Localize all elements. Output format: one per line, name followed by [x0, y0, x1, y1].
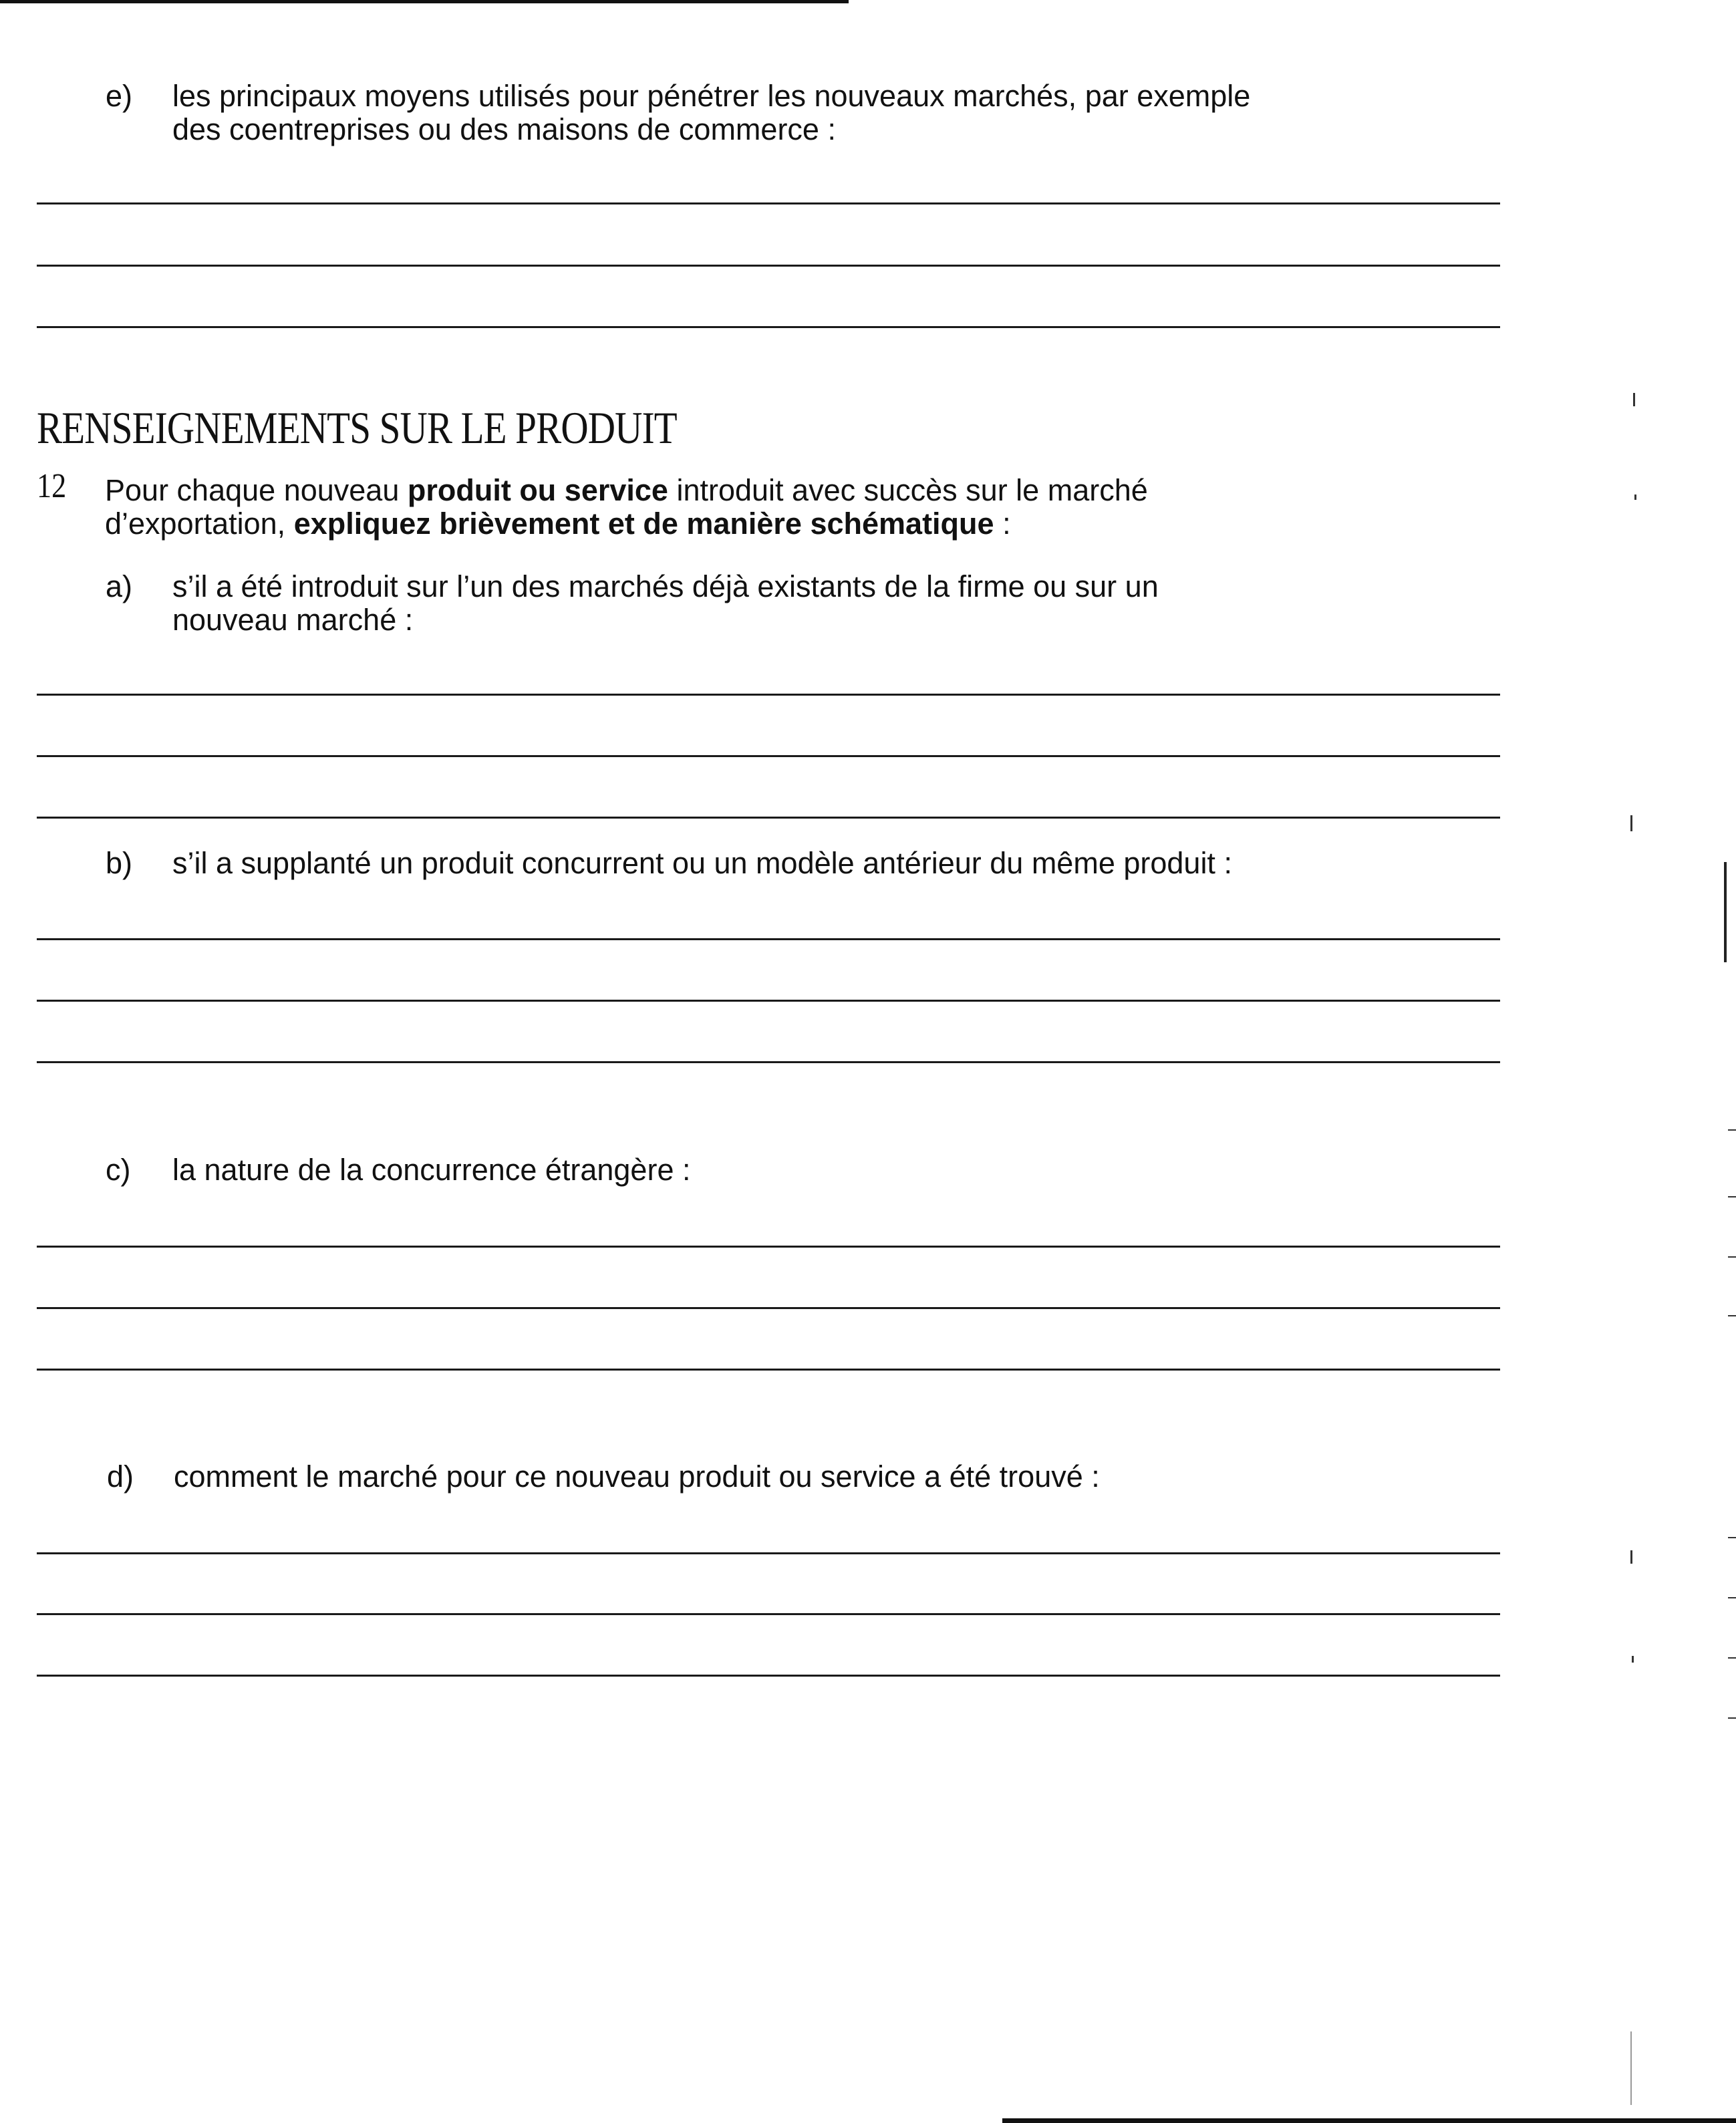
scan-mark [1634, 494, 1636, 500]
scan-mark [1728, 1717, 1736, 1719]
scan-mark [1728, 1537, 1736, 1538]
answer-line-e-3[interactable] [37, 326, 1500, 328]
item-e-line1: les principaux moyens utilisés pour pénétrer les nouveaux marchés, par exemple [172, 79, 1251, 113]
item-a-line1: s’il a été introduit sur l’un des marchés déjà existants de la firme ou sur un [172, 569, 1159, 603]
scan-mark [1728, 1657, 1736, 1659]
scan-mark [1630, 1550, 1632, 1564]
question-12-line2 [105, 507, 1011, 541]
answer-line-a-3[interactable] [37, 817, 1500, 819]
scan-mark [1728, 1129, 1736, 1131]
question-12-line2-text-end: : [994, 507, 1011, 541]
scan-mark [1630, 815, 1632, 831]
scan-mark [1630, 2031, 1632, 2105]
answer-line-d-1[interactable] [37, 1552, 1500, 1554]
item-c-line1: la nature de la concurrence étrangère : [172, 1153, 691, 1187]
item-e-label: e) [106, 79, 133, 113]
answer-line-c-2[interactable] [37, 1307, 1500, 1309]
answer-line-b-3[interactable] [37, 1061, 1500, 1063]
item-b-line1: s’il a supplanté un produit concurrent ou un modèle antérieur du même produit : [172, 846, 1232, 880]
answer-line-d-2[interactable] [37, 1613, 1500, 1615]
item-d-label: d) [107, 1459, 134, 1494]
scan-edge-right [1724, 862, 1727, 962]
question-12-line1-bold: produit ou service [407, 473, 668, 507]
answer-line-e-2[interactable] [37, 265, 1500, 267]
item-d-line1: comment le marché pour ce nouveau produit ou service a été trouvé : [174, 1459, 1100, 1494]
item-e-line2: des coentreprises ou des maisons de commerce : [172, 112, 836, 146]
item-c-label: c) [106, 1153, 131, 1187]
item-a-line2: nouveau marché : [172, 603, 414, 637]
question-12-line2-text: d’exportation, [105, 507, 294, 541]
answer-line-d-3[interactable] [37, 1675, 1500, 1677]
scan-mark [1728, 1196, 1736, 1197]
scan-edge-top [0, 0, 849, 3]
scan-mark [1728, 1256, 1736, 1258]
question-number: 12 [37, 467, 67, 505]
question-12-line1 [105, 473, 1148, 507]
answer-line-b-2[interactable] [37, 1000, 1500, 1002]
question-12-line1-text: Pour chaque nouveau [105, 473, 408, 507]
answer-line-a-1[interactable] [37, 694, 1500, 696]
answer-line-c-1[interactable] [37, 1246, 1500, 1248]
question-12-line2-bold: expliquez brièvement et de manière schématique [293, 507, 994, 541]
answer-line-e-1[interactable] [37, 202, 1500, 204]
scan-mark [1728, 1597, 1736, 1598]
item-b-label: b) [106, 846, 133, 880]
answer-line-a-2[interactable] [37, 755, 1500, 757]
item-a-label: a) [106, 569, 133, 603]
scan-edge-bottom [1002, 2118, 1736, 2123]
section-heading: RENSEIGNEMENTS SUR LE PRODUIT [37, 402, 677, 453]
answer-line-c-3[interactable] [37, 1369, 1500, 1371]
question-12-line1-text-end: introduit avec succès sur le marché [668, 473, 1148, 507]
answer-line-b-1[interactable] [37, 938, 1500, 940]
scan-mark [1633, 393, 1635, 406]
scan-mark [1728, 1315, 1736, 1316]
scan-mark [1632, 1656, 1634, 1663]
